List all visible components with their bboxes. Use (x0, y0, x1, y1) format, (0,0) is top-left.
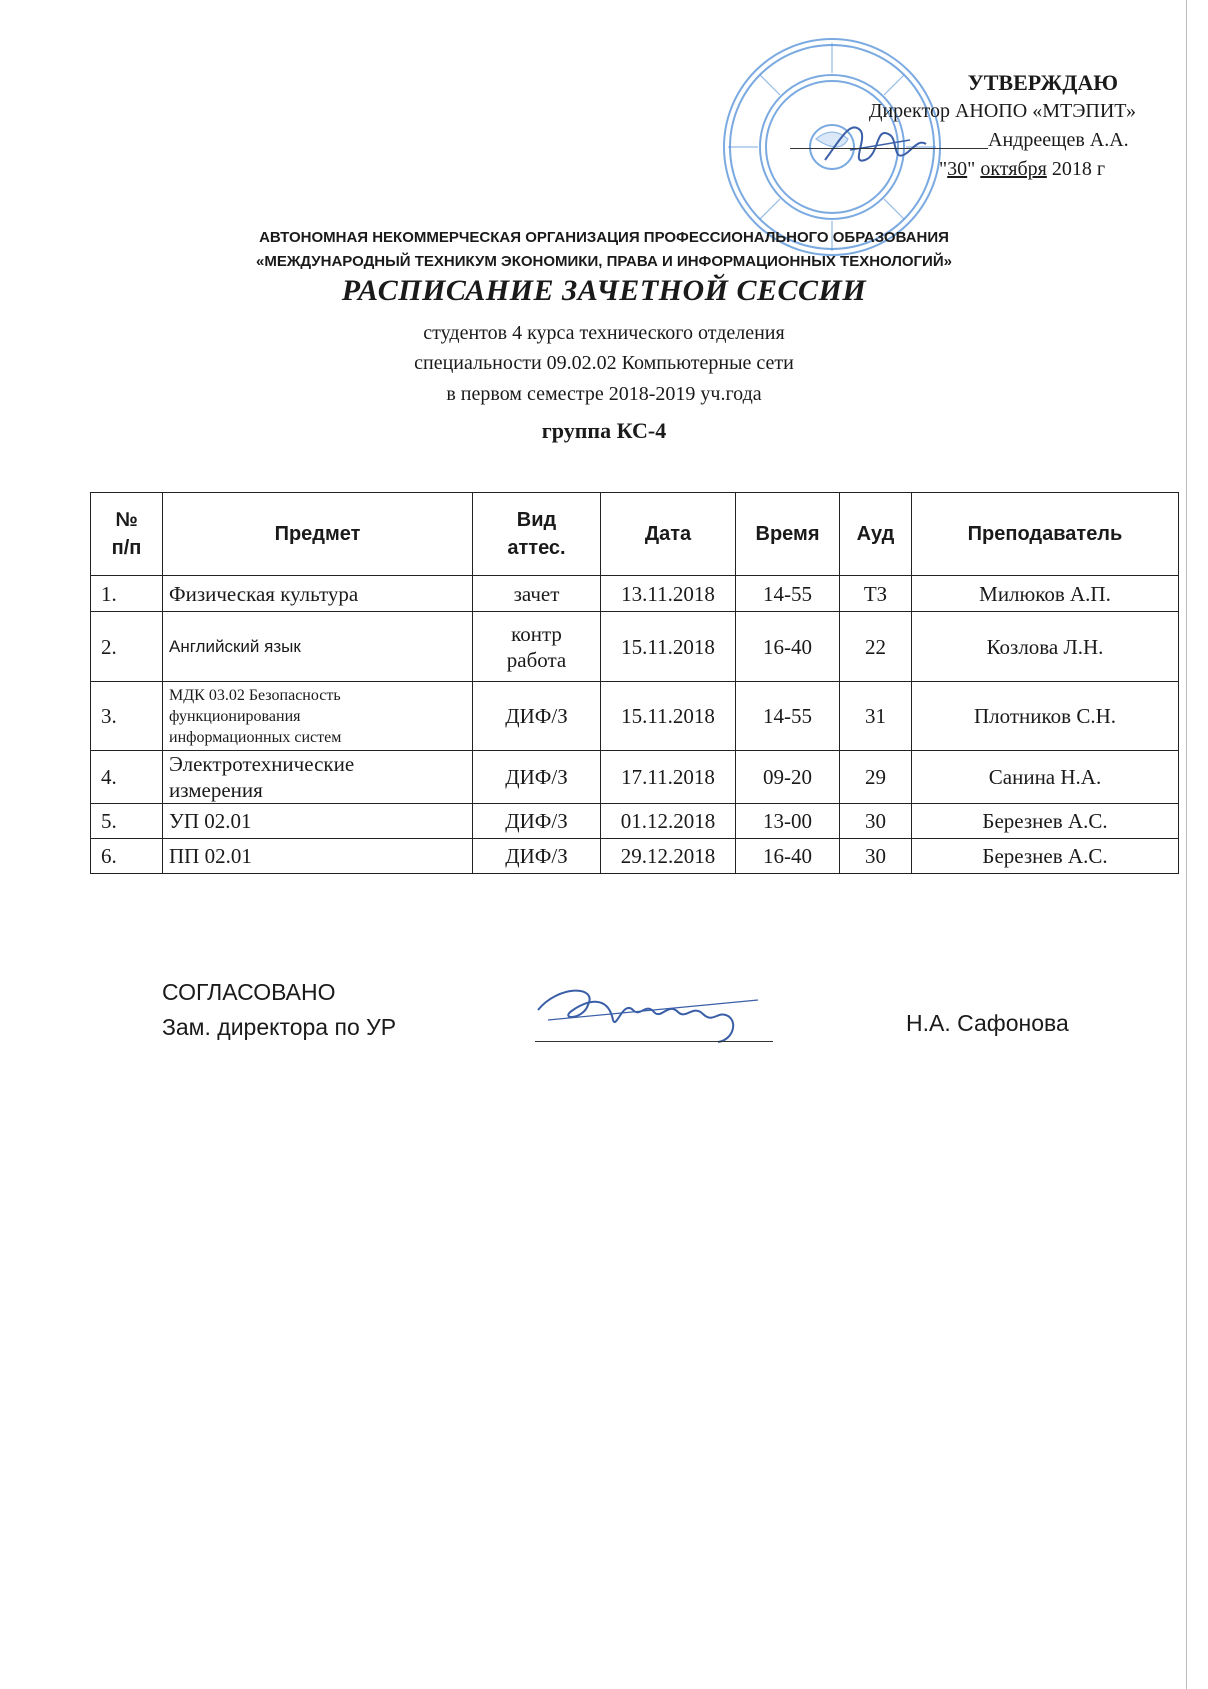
deputy-signature (528, 980, 768, 1050)
agreed-name: Н.А. Сафонова (906, 1010, 1069, 1036)
organization-name (0, 226, 1208, 274)
table-row (91, 612, 1179, 682)
col-header-time: Время (736, 493, 840, 576)
cell-subject: Электротехнические измерения (163, 751, 473, 804)
cell-date: 15.11.2018 (601, 682, 736, 751)
cell-teacher: Санина Н.А. (912, 751, 1179, 804)
table-row (91, 682, 1179, 751)
cell-teacher: Березнев А.С. (912, 804, 1179, 839)
table-header-row (91, 493, 1179, 576)
cell-room: 30 (840, 804, 912, 839)
cell-num: 5. (91, 804, 163, 839)
agreed-sign-line (535, 1041, 773, 1042)
approval-block (770, 68, 1140, 180)
cell-date: 17.11.2018 (601, 751, 736, 804)
cell-room: 30 (840, 839, 912, 874)
approval-date-day: 30 (947, 158, 968, 180)
cell-room: ТЗ (840, 576, 912, 612)
cell-time: 14-55 (736, 576, 840, 612)
approval-title: УТВЕРЖДАЮ (967, 70, 1118, 95)
table-row (91, 804, 1179, 839)
cell-date: 29.12.2018 (601, 839, 736, 874)
cell-subject: МДК 03.02 Безопасность функционирования информационных систем (163, 682, 473, 751)
cell-time: 09-20 (736, 751, 840, 804)
approval-position: Директор АНОПО «МТЭПИТ» (868, 100, 1136, 122)
cell-type: ДИФ/З (473, 682, 601, 751)
cell-date: 13.11.2018 (601, 576, 736, 612)
subtitle-line-1: студентов 4 курса технического отделения (423, 322, 785, 344)
cell-subject: ПП 02.01 (163, 839, 473, 874)
cell-num: 4. (91, 751, 163, 804)
col-header-type: Вид аттес. (473, 493, 601, 576)
cell-subject: Английский язык (163, 612, 473, 682)
cell-time: 16-40 (736, 839, 840, 874)
col-header-num: № п/п (91, 493, 163, 576)
approval-date (939, 155, 1105, 184)
subtitle-line-2: специальности 09.02.02 Компьютерные сети (414, 352, 794, 374)
cell-teacher: Милюков А.П. (912, 576, 1179, 612)
cell-type: зачет (473, 576, 601, 612)
cell-teacher: Козлова Л.Н. (912, 612, 1179, 682)
cell-teacher: Березнев А.С. (912, 839, 1179, 874)
cell-num: 2. (91, 612, 163, 682)
cell-date: 01.12.2018 (601, 804, 736, 839)
col-header-subject: Предмет (163, 493, 473, 576)
cell-time: 14-55 (736, 682, 840, 751)
cell-type: ДИФ/З (473, 839, 601, 874)
org-line-2: «МЕЖДУНАРОДНЫЙ ТЕХНИКУМ ЭКОНОМИКИ, ПРАВА И ИНФОРМАЦИОННЫХ ТЕХНОЛОГИЙ» (256, 253, 952, 270)
cell-type: контр работа (473, 612, 601, 682)
col-header-room: Ауд (840, 493, 912, 576)
cell-type: ДИФ/З (473, 804, 601, 839)
cell-subject: Физическая культура (163, 576, 473, 612)
col-header-teacher: Преподаватель (912, 493, 1179, 576)
approval-name: Андреещев А.А. (988, 129, 1129, 151)
schedule-table (90, 492, 1179, 874)
col-header-date: Дата (601, 493, 736, 576)
approval-date-year: 2018 г (1046, 158, 1106, 180)
cell-num: 1. (91, 576, 163, 612)
agreed-label: СОГЛАСОВАНО (162, 979, 336, 1005)
group-name: группа КС-4 (541, 418, 667, 443)
cell-time: 16-40 (736, 612, 840, 682)
agreed-block (162, 975, 396, 1045)
table-row (91, 751, 1179, 804)
table-row (91, 576, 1179, 612)
approval-date-open-quote: " (939, 158, 948, 180)
cell-room: 29 (840, 751, 912, 804)
agreed-position: Зам. директора по УР (162, 1014, 397, 1040)
org-line-1: АВТОНОМНАЯ НЕКОММЕРЧЕСКАЯ ОРГАНИЗАЦИЯ ПРОФЕССИОНАЛЬНОГО ОБРАЗОВАНИЯ (259, 229, 949, 246)
cell-date: 15.11.2018 (601, 612, 736, 682)
cell-num: 3. (91, 682, 163, 751)
cell-room: 22 (840, 612, 912, 682)
subtitle-line-3: в первом семестре 2018-2019 уч.года (446, 383, 762, 405)
cell-num: 6. (91, 839, 163, 874)
cell-time: 13-00 (736, 804, 840, 839)
approval-sign-line (790, 148, 988, 149)
cell-subject: УП 02.01 (163, 804, 473, 839)
approval-date-month: октября (980, 158, 1047, 180)
cell-type: ДИФ/З (473, 751, 601, 804)
cell-teacher: Плотников С.Н. (912, 682, 1179, 751)
table-row (91, 839, 1179, 874)
cell-room: 31 (840, 682, 912, 751)
approval-sign-row (770, 126, 1140, 155)
document-title: РАСПИСАНИЕ ЗАЧЕТНОЙ СЕССИИ (341, 274, 867, 307)
approval-date-mid: " (967, 158, 981, 180)
